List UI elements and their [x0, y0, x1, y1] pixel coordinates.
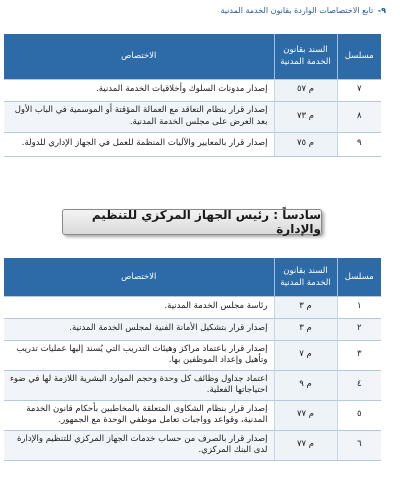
row-reference: م ٧٣ — [274, 101, 337, 132]
column-header-reference: السند بقانون الخدمة المدنية — [274, 258, 337, 296]
column-header-reference: السند بقانون الخدمة المدنية — [274, 34, 337, 79]
column-header-serial: مسلسل — [337, 34, 381, 79]
row-specialty: إصدار قرار بنظام التعاقد مع العمالة المؤقتة أو الموسمية في الباب الأول بعد العرض على مجلس الخدمة المدنية. — [4, 101, 274, 132]
row-specialty: إصدار قرار باعتماد مراكز وهيئات التدريب التي يُسند إليها عمليات تدريب وتأهيل وإعداد الموظفين بها. — [4, 340, 274, 370]
row-reference: م ٧٥ — [274, 132, 337, 156]
row-specialty: رئاسة مجلس الخدمة المدنية. — [4, 296, 274, 318]
table-row — [4, 296, 381, 318]
table-row — [4, 340, 381, 370]
row-serial: ٧ — [337, 79, 381, 101]
row-specialty: إصدار مدونات السلوك وأخلاقيات الخدمة المدنية. — [4, 79, 274, 101]
table-row — [4, 318, 381, 340]
specialties-table-1 — [4, 34, 381, 157]
page-header-title: تابع الاختصاصات الواردة بقانون الخدمة المدنية — [220, 6, 374, 15]
row-reference: م ٧ — [274, 340, 337, 370]
table-row — [4, 101, 381, 132]
row-serial: ٩ — [337, 132, 381, 156]
row-reference: م ٥٧ — [274, 79, 337, 101]
column-header-specialty: الاختصاص — [4, 34, 274, 79]
page-number: ٩- — [377, 6, 386, 15]
row-serial: ٣ — [337, 340, 381, 370]
column-header-specialty: الاختصاص — [4, 258, 274, 296]
row-specialty: إصدار قرار بالمعايير والآليات المنظمة للعمل في الجهاز الإداري للدولة. — [4, 132, 274, 156]
row-specialty: اعتماد جداول وظائف كل وحدة وحجم الموارد البشرية اللازمة لها في ضوء احتياجاتها الفعلية. — [4, 370, 274, 400]
row-specialty: إصدار قرار بالصرف من حساب خدمات الجهاز المركزي للتنظيم والإدارة لدى البنك المركزي. — [4, 430, 274, 460]
row-serial: ٢ — [337, 318, 381, 340]
row-serial: ٥ — [337, 400, 381, 430]
specialties-table-2 — [4, 258, 381, 461]
row-reference: م ٧٧ — [274, 400, 337, 430]
row-reference: م ٣ — [274, 318, 337, 340]
row-serial: ٤ — [337, 370, 381, 400]
row-serial: ٨ — [337, 101, 381, 132]
row-reference: م ٧٧ — [274, 430, 337, 460]
table-row — [4, 370, 381, 400]
row-specialty: إصدار قرار بتشكيل الأمانة الفنية لمجلس الخدمة المدنية. — [4, 318, 274, 340]
row-serial: ٦ — [337, 430, 381, 460]
column-header-serial: مسلسل — [337, 258, 381, 296]
row-reference: م ٣ — [274, 296, 337, 318]
row-specialty: إصدار قرار بنظام الشكاوى المتعلقة بالمخاطبين بأحكام قانون الخدمة المدنية، وقواعد وواجبات تعامل موظفي الوحدة مع الجمهور. — [4, 400, 274, 430]
table-row — [4, 132, 381, 156]
row-serial: ١ — [337, 296, 381, 318]
table-row — [4, 79, 381, 101]
table-row — [4, 400, 381, 430]
section-title: سادساً : رئيس الجهاز المركزي للتنظيم والإدارة — [62, 209, 322, 235]
table-row — [4, 430, 381, 460]
row-reference: م ٩ — [274, 370, 337, 400]
page-header — [0, 6, 386, 20]
